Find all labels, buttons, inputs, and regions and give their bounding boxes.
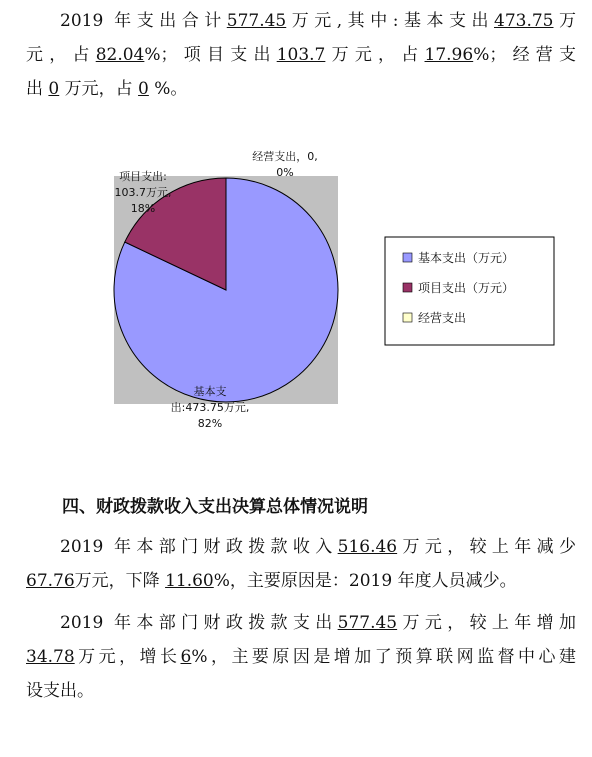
text: 万元，占 [325,45,425,65]
line [26,38,576,72]
income-paragraph [26,530,576,598]
line [26,564,576,598]
basic-pct-value: 82.04 [95,45,145,65]
text: 2019 年支出合计 [60,11,227,31]
text: 万元，较上年增加 [397,613,577,633]
text: %；项目支出 [144,45,277,65]
legend-swatch [403,313,412,322]
section-heading: 四、财政拨款收入支出决算总体情况说明 [62,497,368,517]
line [26,640,576,674]
text: 万元，较上年减少 [397,537,577,557]
project-value: 103.7 [276,45,326,65]
legend-label: 经营支出 [418,311,467,325]
expense-paragraph [26,606,576,708]
text: 万元，增长 [74,647,181,667]
basic-value: 473.75 [494,11,554,31]
text: 万元，下降 [74,571,160,591]
text: 万元，占 [64,79,133,99]
decrease-pct-value: 11.60 [165,571,214,591]
text: 2019 年本部门财政拨款支出 [60,613,338,633]
increase-value: 34.78 [26,647,75,667]
increase-pct-value: 6 [180,647,192,667]
legend-swatch [403,283,412,292]
text: %，主要原因是：2019 年度人员减少。 [213,571,517,591]
slice-data-label: 项目支出: 103.7万元, 18% [114,170,172,215]
legend-swatch [403,253,412,262]
line [26,72,576,106]
line [26,674,576,708]
text: %，主要原因是增加了预算联网监督中心建 [191,647,577,667]
line [26,4,576,38]
text: %。 [154,79,188,99]
project-pct-value: 17.96 [424,45,474,65]
text: 出 [26,79,43,99]
expenditure-summary-paragraph [26,4,576,106]
expense-value: 577.45 [337,613,398,633]
text: 元，占 [26,45,96,65]
text: 2019 年本部门财政拨款收入 [60,537,338,557]
line [26,530,576,564]
legend-label: 项目支出（万元） [418,281,515,295]
text: 万 [553,11,576,31]
income-value: 516.46 [337,537,398,557]
text: %；经营支 [473,45,577,65]
total-value: 577.45 [226,11,287,31]
decrease-value: 67.76 [26,571,75,591]
expenditure-pie-chart [0,140,592,440]
legend-label: 基本支出（万元） [418,251,515,265]
line [26,606,576,640]
operating-pct-value: 0 [138,79,149,99]
text: 万元,其中:基本支出 [286,11,494,31]
slice-data-label: 基本支出:473.75万元, 82% [170,385,250,430]
operating-value: 0 [48,79,60,99]
slice-data-label: 经营支出，0, 0% [252,150,318,179]
text: 设支出。 [26,681,94,701]
